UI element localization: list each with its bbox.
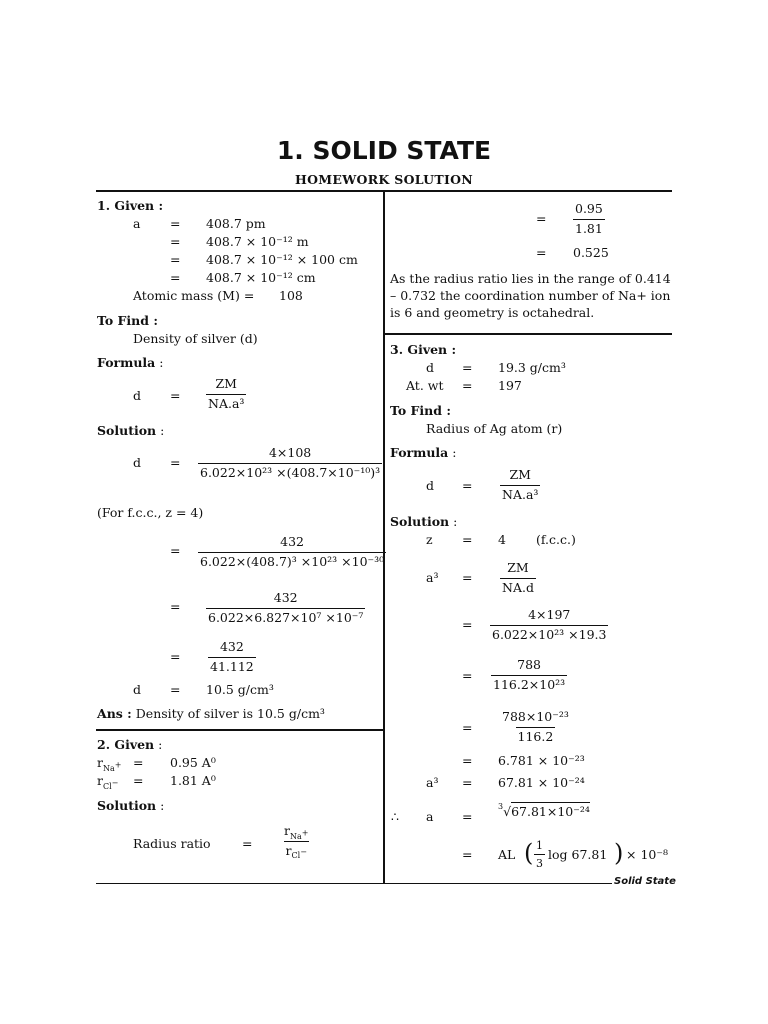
q3-step3-numerator: 788 [517,657,542,672]
q3-formula-label: Formula [390,445,449,460]
q1-step1-denominator: 6.022×10²³ ×(408.7×10⁻¹⁰)³ [200,464,381,480]
q1-step5-rhs: 10.5 g/cm³ [206,682,274,697]
q2-ratio-eq: = [242,836,253,851]
q3-given-lhs-1: d [426,360,435,375]
q1-formula-fraction [206,378,246,410]
q1-given-eq-2: = [170,234,181,249]
q2-cont-denominator: 1.81 [575,220,603,236]
q3-step2-fraction [490,609,608,641]
q1-solution-colon: : [160,423,165,438]
q1-heading: 1. Given : [97,198,164,213]
q3-formula-numerator: ZM [509,467,531,482]
q3-a3-denominator: NA.d [502,579,534,595]
q1-step3-numerator: 432 [273,590,298,605]
q1-given-lhs-1: a [133,216,141,231]
q3-to-find-text: Radius of Ag atom (r) [426,421,563,436]
q3-therefore-symbol: ∴ [391,809,399,824]
q1-given-rhs-3: 408.7 × 10⁻¹² × 100 cm [206,252,358,267]
q1-step1-fraction [198,447,382,479]
q2-cont-numerator: 0.95 [575,201,603,216]
q3-z-note: (f.c.c.) [536,532,576,547]
q1-given-eq-4: = [170,270,181,285]
q3-step8-al: AL [498,847,516,862]
q1-formula-denominator: NA.a³ [208,395,245,411]
q1-given-rhs-4: 408.7 × 10⁻¹² cm [206,270,316,285]
q1-step3-denominator: 6.022×6.827×10⁷ ×10⁻⁷ [208,609,364,625]
q2-solution-label: Solution [97,798,157,813]
q2-ratio-fraction [282,823,310,860]
q3-step4-fraction [500,711,571,743]
q1-atomic-mass-value: 108 [279,288,303,303]
q2-r-na-subscript: Na+ [102,759,122,773]
q3-z-value: 4 [498,532,506,547]
q1-step4-eq: = [170,649,181,664]
q3-a3-numerator: ZM [507,560,529,575]
q1-step2-numerator: 432 [280,534,304,549]
q2-q3-divider [384,333,672,335]
q3-step3-eq: = [462,668,473,683]
q3-solution-heading [390,516,457,529]
q3-step8-close-paren: ) [614,839,624,867]
q1-formula-numerator: ZM [215,376,237,391]
q3-heading: 3. Given : [390,342,457,357]
page-title: 1. SOLID STATE [276,136,492,165]
q2-heading [97,739,162,752]
q2-cont-value: 0.525 [573,245,609,260]
q3-step8-fraction [534,840,545,869]
q2-cont-eq2: = [536,245,547,260]
q3-given-rhs-2: 197 [498,378,522,393]
q2-r-cl-value: 1.81 A⁰ [170,773,216,788]
q1-to-find-label: To Find : [97,313,158,328]
q1-given-rhs-2: 408.7 × 10⁻¹² m [206,234,309,249]
q1-formula-lhs: d [133,388,142,403]
q3-step6-value: 67.81 × 10⁻²⁴ [498,775,585,790]
q2-ratio-denominator: $r_{Cl^-}$ [285,842,307,860]
q3-solution-colon: : [453,514,458,529]
q1-formula-label: Formula [97,355,156,370]
q3-step7-root [498,801,590,819]
q2-solution-heading [97,800,164,813]
q1-answer [97,708,325,721]
q3-solution-label: Solution [390,514,450,529]
q1-step2-fraction [198,536,386,568]
q1-step2-eq: = [170,543,181,558]
q1-step5-eq: = [170,682,181,697]
q1-given-eq-3: = [170,252,181,267]
q3-to-find-label: To Find : [390,403,451,418]
q3-a3-eq: = [462,570,473,585]
q2-ratio-label: Radius ratio [133,836,211,851]
q3-step2-numerator: 4×197 [528,607,571,622]
q3-step4-numerator: 788×10⁻²³ [502,709,569,724]
q2-heading-label: 2. Given [97,737,155,752]
q2-r-na-value: 0.95 A⁰ [170,755,216,770]
q1-given-eq-1: = [170,216,181,231]
q3-step6-lhs: a³ [426,775,439,790]
q3-step3-fraction [491,659,567,691]
q2-ratio-numerator: $r_{Na^+}$ [284,823,309,841]
q2-r-cl-subscript: Cl− [102,777,119,791]
q1-q2-divider [96,729,384,731]
q3-root-index: 3 [498,801,504,811]
q3-step8-log: log 67.81 [548,847,608,862]
q1-step4-fraction [208,641,256,673]
q3-step5-eq: = [462,753,473,768]
q3-step6-eq: = [462,775,473,790]
q1-step1-eq: = [170,455,181,470]
q1-step3-eq: = [170,599,181,614]
q2-cont-fraction [573,203,605,235]
q3-formula-denominator: NA.a³ [502,486,539,502]
q3-step4-eq: = [462,720,473,735]
q1-step4-denominator: 41.112 [210,658,254,674]
q3-a3-fraction [500,562,536,594]
q3-formula-heading [390,447,456,460]
q3-a3-lhs: a³ [426,570,439,585]
q3-step8-open-paren: ( [524,839,534,867]
q2-conclusion: As the radius ratio lies in the range of 0.414 – 0.732 the coordination number of Na+ ion is 6 and geometry is octahedral. [390,271,671,320]
q2-heading-colon: : [158,737,163,752]
q2-r-na-eq: = [133,755,144,770]
q2-solution-colon: : [160,798,165,813]
q3-step2-eq: = [462,617,473,632]
q3-given-eq-1: = [462,360,473,375]
q3-step8-tail: × 10⁻⁸ [626,847,668,862]
q3-step7-eq: = [462,809,473,824]
q1-step1-lhs: d [133,455,142,470]
page-subtitle: HOMEWORK SOLUTION [294,172,474,187]
bottom-rule [96,883,612,884]
q1-given-rhs-1: 408.7 pm [206,216,266,231]
q3-given-eq-2: = [462,378,473,393]
q1-step1-numerator: 4×108 [268,445,312,460]
q3-step8-eq: = [462,847,473,862]
q1-atomic-mass-label: Atomic mass (M) = [133,288,255,303]
q3-step3-denominator: 116.2×10²³ [493,676,566,692]
q1-solution-label: Solution [97,423,157,438]
q1-solution-heading [97,425,164,438]
q3-given-lhs-2: At. wt [406,378,444,393]
q1-fcc-note: (For f.c.c., z = 4) [97,505,204,520]
q2-cont-eq1: = [536,211,547,226]
q3-given-rhs-1: 19.3 g/cm³ [498,360,566,375]
q1-formula-eq: = [170,388,181,403]
q3-root-radicand: 67.81×10⁻²⁴ [511,804,590,819]
q3-formula-eq: = [462,478,473,493]
q1-step4-numerator: 432 [219,639,244,654]
q3-step7-lhs: a [426,809,434,824]
q3-step8-fraction-denominator: 3 [534,854,545,869]
q3-z-lhs: z [426,532,433,547]
q2-r-cl-lhs: $r_{Cl^-}$ [97,773,119,791]
q2-r-na-lhs: $r_{Na^+}$ [97,755,122,773]
q1-formula-colon: : [159,355,164,370]
q1-step3-fraction [206,592,365,624]
q3-z-eq: = [462,532,473,547]
q3-root-sign: √ [503,804,512,819]
q3-step4-denominator: 116.2 [517,728,554,744]
q2-r-cl-eq: = [133,773,144,788]
q3-step5-value: 6.781 × 10⁻²³ [498,753,585,768]
q3-formula-lhs: d [426,478,435,493]
footer-label: Solid State [614,876,676,887]
q1-answer-label: Ans : [97,706,132,721]
q1-to-find-text: Density of silver (d) [133,331,258,346]
q1-step2-denominator: 6.022×(408.7)³ ×10²³ ×10⁻³⁰ [200,553,385,569]
q3-formula-fraction [500,469,540,501]
q1-formula-heading [97,357,163,370]
q3-step8-fraction-numerator: 1 [536,839,543,852]
q3-step2-denominator: 6.022×10²³ ×19.3 [492,626,607,642]
q1-answer-text: Density of silver is 10.5 g/cm³ [135,706,325,721]
q3-formula-colon: : [452,445,457,460]
q1-step5-lhs: d [133,682,142,697]
